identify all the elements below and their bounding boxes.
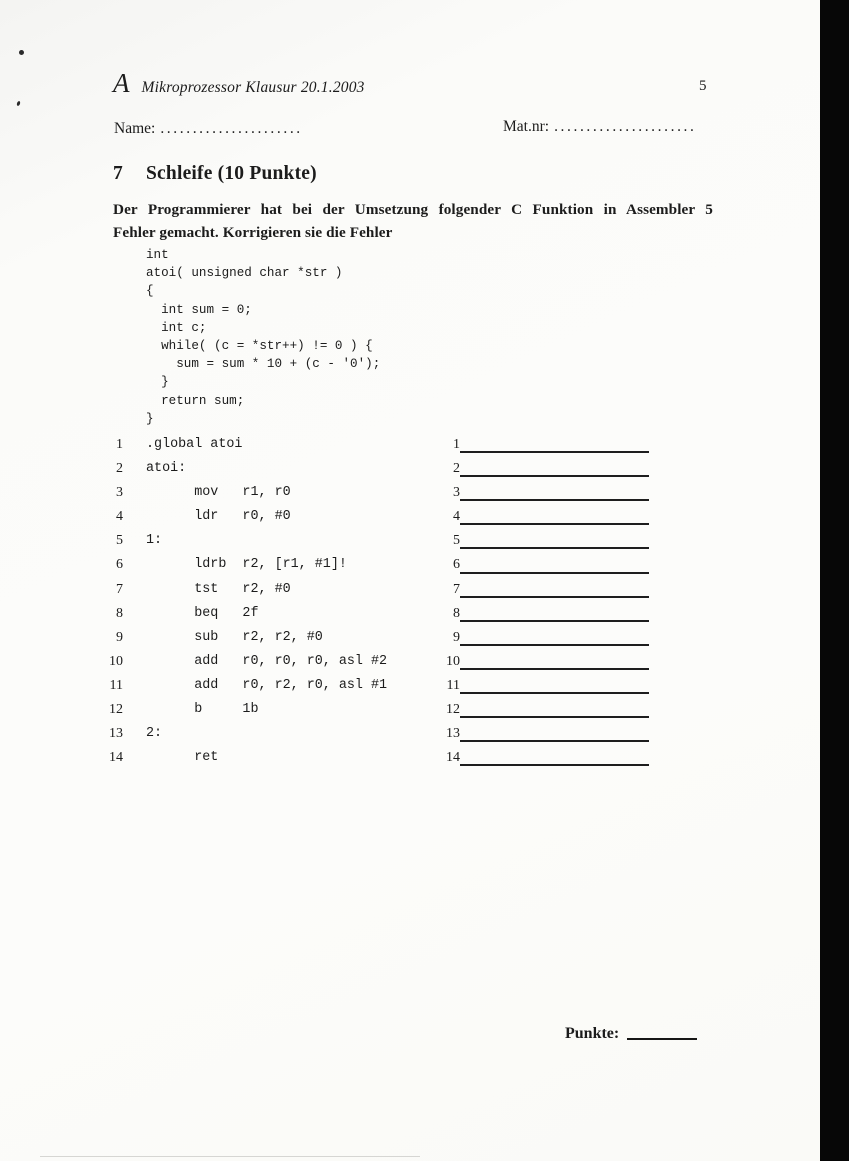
matnr-field <box>503 118 697 136</box>
assembly-code: ret <box>146 750 219 766</box>
assembly-row <box>105 602 387 626</box>
assembly-line-number: 3 <box>116 485 123 501</box>
exam-version-label: A <box>113 68 131 98</box>
blank-number: 2 <box>453 461 460 477</box>
blank-number: 4 <box>453 509 460 525</box>
assembly-line-number: 7 <box>116 581 123 597</box>
c-code-line: int <box>146 248 169 262</box>
scan-speck <box>19 50 24 55</box>
blank-number: 10 <box>446 653 460 669</box>
c-code-line: } <box>146 375 169 390</box>
exam-title: Mikroprozessor Klausur 20.1.2003 <box>141 79 365 96</box>
fill-in-line <box>460 620 649 622</box>
name-field <box>114 120 303 138</box>
blank-number: 5 <box>453 533 460 549</box>
correction-blank-row <box>440 529 649 553</box>
assembly-row <box>105 553 387 577</box>
points-fill-in-line <box>627 1038 697 1040</box>
fill-in-line <box>460 740 649 742</box>
assembly-row <box>105 650 387 674</box>
assembly-code: 1: <box>146 533 163 549</box>
assembly-row <box>105 626 387 650</box>
assembly-row <box>105 433 387 457</box>
matnr-label: Mat.nr: <box>503 118 550 135</box>
name-fill-dots: ...................... <box>160 120 303 137</box>
correction-blank-row <box>440 481 649 505</box>
assembly-row <box>105 481 387 505</box>
correction-blank-row <box>440 722 649 746</box>
c-code-line: int c; <box>146 320 207 335</box>
fill-in-line <box>460 668 649 670</box>
points-label: Punkte: <box>565 1025 620 1042</box>
fill-in-line <box>460 451 649 453</box>
c-code-line: while( (c = *str++) != 0 ) { <box>146 339 373 354</box>
scan-artifact-line <box>40 1156 420 1157</box>
section-title: Schleife (10 Punkte) <box>146 163 317 184</box>
assembly-code: 2: <box>146 726 163 742</box>
blank-number: 12 <box>446 702 460 718</box>
fill-in-line <box>460 596 649 598</box>
c-source-code <box>146 246 380 428</box>
c-code-line: { <box>146 284 154 299</box>
assembly-line-number: 13 <box>109 726 123 742</box>
c-code-line: } <box>146 411 154 426</box>
correction-blank-row <box>440 602 649 626</box>
fill-in-line <box>460 716 649 718</box>
correction-blank-row <box>440 433 649 457</box>
blank-number: 13 <box>446 726 460 742</box>
blank-number: 14 <box>446 750 460 766</box>
assembly-code: ldrb r2, [r1, #1]! <box>146 557 347 573</box>
assembly-code: tst r2, #0 <box>146 581 291 597</box>
correction-blank-row <box>440 505 649 529</box>
scanner-edge-band <box>820 0 849 1161</box>
assembly-line-number: 9 <box>116 629 123 645</box>
fill-in-line <box>460 499 649 501</box>
correction-blank-row <box>440 674 649 698</box>
assembly-line-number: 10 <box>109 653 123 669</box>
assembly-code: sub r2, r2, #0 <box>146 629 323 645</box>
scan-speck <box>16 101 21 107</box>
c-code-line: atoi( unsigned char *str ) <box>146 266 343 281</box>
correction-blank-row <box>440 746 649 770</box>
assembly-code: mov r1, r0 <box>146 485 291 501</box>
assembly-line-number: 12 <box>109 702 123 718</box>
task-description-line2: Fehler gemacht. Korrigieren sie die Fehler <box>113 223 393 241</box>
assembly-line-number: 2 <box>116 461 123 477</box>
fill-in-line <box>460 764 649 766</box>
fill-in-line <box>460 475 649 477</box>
blank-number: 7 <box>453 581 460 597</box>
assembly-row <box>105 722 387 746</box>
assembly-line-number: 5 <box>116 533 123 549</box>
assembly-line-number: 11 <box>109 677 123 693</box>
points-field <box>565 1025 697 1043</box>
assembly-code: b 1b <box>146 702 259 718</box>
correction-blanks <box>440 433 649 770</box>
c-code-line: sum = sum * 10 + (c - '0'); <box>146 357 381 372</box>
correction-blank-row <box>440 626 649 650</box>
assembly-row <box>105 457 387 481</box>
blank-number: 8 <box>453 605 460 621</box>
assembly-line-number: 8 <box>116 605 123 621</box>
assembly-code: add r0, r0, r0, asl #2 <box>146 653 388 669</box>
assembly-line-number: 4 <box>116 509 123 525</box>
assembly-code: beq 2f <box>146 605 259 621</box>
section-number: 7 <box>113 163 123 184</box>
fill-in-line <box>460 523 649 525</box>
correction-blank-row <box>440 457 649 481</box>
assembly-row <box>105 578 387 602</box>
assembly-row <box>105 529 387 553</box>
fill-in-line <box>460 547 649 549</box>
page-number: 5 <box>699 78 707 94</box>
page-header <box>113 68 365 99</box>
assembly-row <box>105 674 387 698</box>
task-description-line1: Der Programmierer hat bei der Umsetzung folgender C Funktion in Assembler 5 <box>113 201 713 218</box>
assembly-code: atoi: <box>146 461 187 477</box>
assembly-row <box>105 746 387 770</box>
assembly-code: .global atoi <box>146 437 243 452</box>
correction-blank-row <box>440 553 649 577</box>
name-label: Name: <box>114 120 156 137</box>
assembly-code: ldr r0, #0 <box>146 509 291 525</box>
fill-in-line <box>460 692 649 694</box>
blank-number: 6 <box>453 557 460 573</box>
c-code-line: int sum = 0; <box>146 302 252 317</box>
assembly-code: add r0, r2, r0, asl #1 <box>146 677 388 693</box>
assembly-line-number: 6 <box>116 557 123 573</box>
blank-number: 11 <box>446 677 460 693</box>
assembly-line-number: 14 <box>109 750 123 766</box>
blank-number: 3 <box>453 485 460 501</box>
assembly-row <box>105 698 387 722</box>
blank-number: 1 <box>453 437 460 452</box>
c-code-line: return sum; <box>146 393 245 408</box>
assembly-row <box>105 505 387 529</box>
section-heading <box>113 163 317 185</box>
fill-in-line <box>460 572 649 574</box>
assembly-listing <box>105 433 387 770</box>
correction-blank-row <box>440 698 649 722</box>
task-description <box>113 199 713 244</box>
fill-in-line <box>460 644 649 646</box>
correction-blank-row <box>440 578 649 602</box>
correction-blank-row <box>440 650 649 674</box>
matnr-fill-dots: ...................... <box>554 118 697 135</box>
assembly-line-number: 1 <box>116 437 123 452</box>
blank-number: 9 <box>453 629 460 645</box>
